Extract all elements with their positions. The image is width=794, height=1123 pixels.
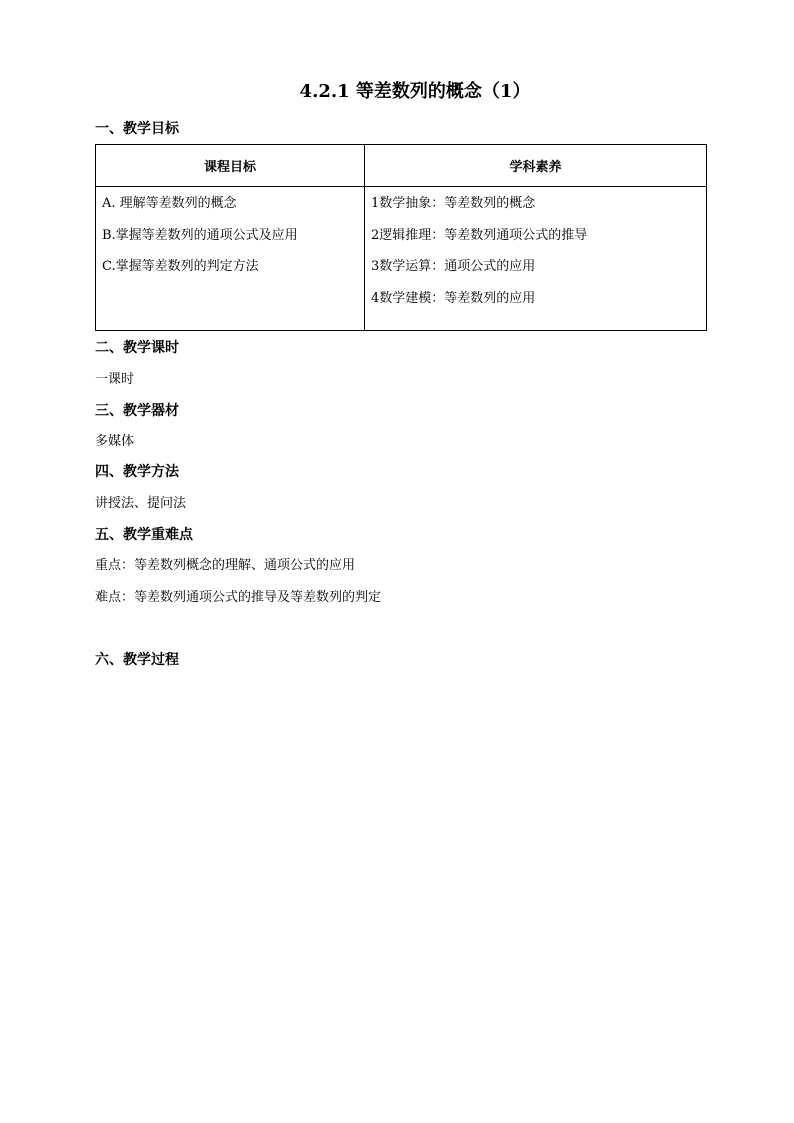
- goals-table: [95, 144, 707, 331]
- section-heading-goals: 一、教学目标: [95, 121, 179, 137]
- section-heading-process: 六、教学过程: [95, 652, 179, 668]
- section-heading-methods: 四、教学方法: [95, 464, 179, 480]
- course-goals-cell: [96, 187, 365, 331]
- table-header-row: [96, 145, 707, 187]
- section-heading-equipment: 三、教学器材: [95, 403, 179, 419]
- list-item: 4数学建模：等差数列的应用: [371, 290, 536, 306]
- section-heading-hours: 二、教学课时: [95, 340, 179, 356]
- literacy-cell: [365, 187, 707, 331]
- table-header-course-goals: 课程目标: [96, 145, 365, 187]
- list-item: 2逻辑推理：等差数列通项公式的推导: [371, 227, 588, 243]
- list-item: 1数学抽象：等差数列的概念: [371, 196, 536, 211]
- table-header-literacy: 学科素养: [365, 145, 707, 187]
- course-goals-list: [96, 187, 364, 276]
- key-point-difficulty: 难点：等差数列通项公式的推导及等差数列的判定: [95, 590, 382, 605]
- section-body-methods: 讲授法、提问法: [95, 496, 187, 511]
- list-item: B.掌握等差数列的通项公式及应用: [102, 227, 298, 243]
- key-point-focus: 重点：等差数列概念的理解、通项公式的应用: [95, 558, 356, 573]
- section-heading-key-points: 五、教学重难点: [95, 527, 193, 543]
- literacy-list: [365, 187, 706, 308]
- list-item: A. 理解等差数列的概念: [102, 196, 237, 211]
- table-row: [96, 187, 707, 331]
- document-title: 4.2.1 等差数列的概念（1）: [299, 81, 531, 102]
- list-item: 3数学运算：通项公式的应用: [371, 259, 536, 274]
- section-body-equipment: 多媒体: [95, 434, 135, 449]
- section-body-hours: 一课时: [95, 372, 135, 387]
- list-item: C.掌握等差数列的判定方法: [102, 259, 259, 274]
